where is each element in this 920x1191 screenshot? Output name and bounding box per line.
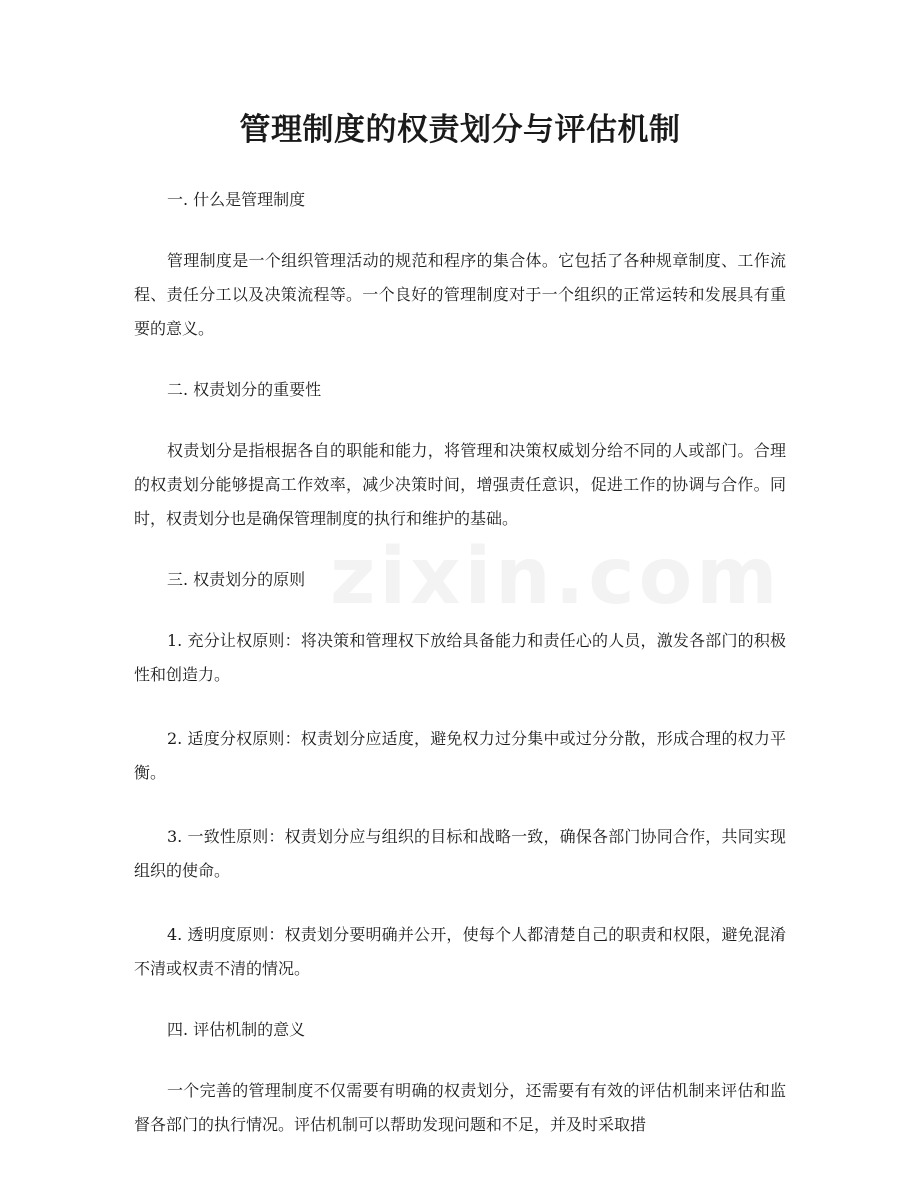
- paragraph-2: 权责划分是指根据各自的职能和能力，将管理和决策权威划分给不同的人或部门。合理的权责划分能够提高工作效率，减少决策时间，增强责任意识，促进工作的协调与合作。同时，权责划分也是确保管理制度的执行和维护的基础。: [134, 441, 786, 528]
- section-heading-3: 三. 权责划分的原则: [167, 570, 306, 589]
- principle-item-4: 4. 透明度原则：权责划分要明确并公开，使每个人都清楚自己的职责和权限，避免混淆不清或权责不清的情况。: [134, 925, 786, 978]
- watermark: zixin.com: [330, 532, 782, 622]
- section-heading-4: 四. 评估机制的意义: [167, 1020, 306, 1039]
- principle-item-2: 2. 适度分权原则：权责划分应适度，避免权力过分集中或过分分散，形成合理的权力平衡。: [134, 729, 786, 782]
- principle-item-3: 3. 一致性原则：权责划分应与组织的目标和战略一致，确保各部门协同合作，共同实现组织的使命。: [134, 827, 786, 880]
- document-body: [134, 186, 786, 1172]
- paragraph-1: 管理制度是一个组织管理活动的规范和程序的集合体。它包括了各种规章制度、工作流程、责任分工以及决策流程等。一个良好的管理制度对于一个组织的正常运转和发展具有重要的意义。: [134, 251, 786, 338]
- section-heading-2: 二. 权责划分的重要性: [167, 380, 322, 399]
- section-heading-1: 一. 什么是管理制度: [167, 190, 306, 209]
- principle-item-1: 1. 充分让权原则：将决策和管理权下放给具备能力和责任心的人员，激发各部门的积极性和创造力。: [134, 631, 786, 684]
- document-title: 管理制度的权责划分与评估机制: [239, 112, 681, 148]
- paragraph-4: 一个完善的管理制度不仅需要有明确的权责划分，还需要有有效的评估机制来评估和监督各部门的执行情况。评估机制可以帮助发现问题和不足，并及时采取措: [134, 1081, 786, 1134]
